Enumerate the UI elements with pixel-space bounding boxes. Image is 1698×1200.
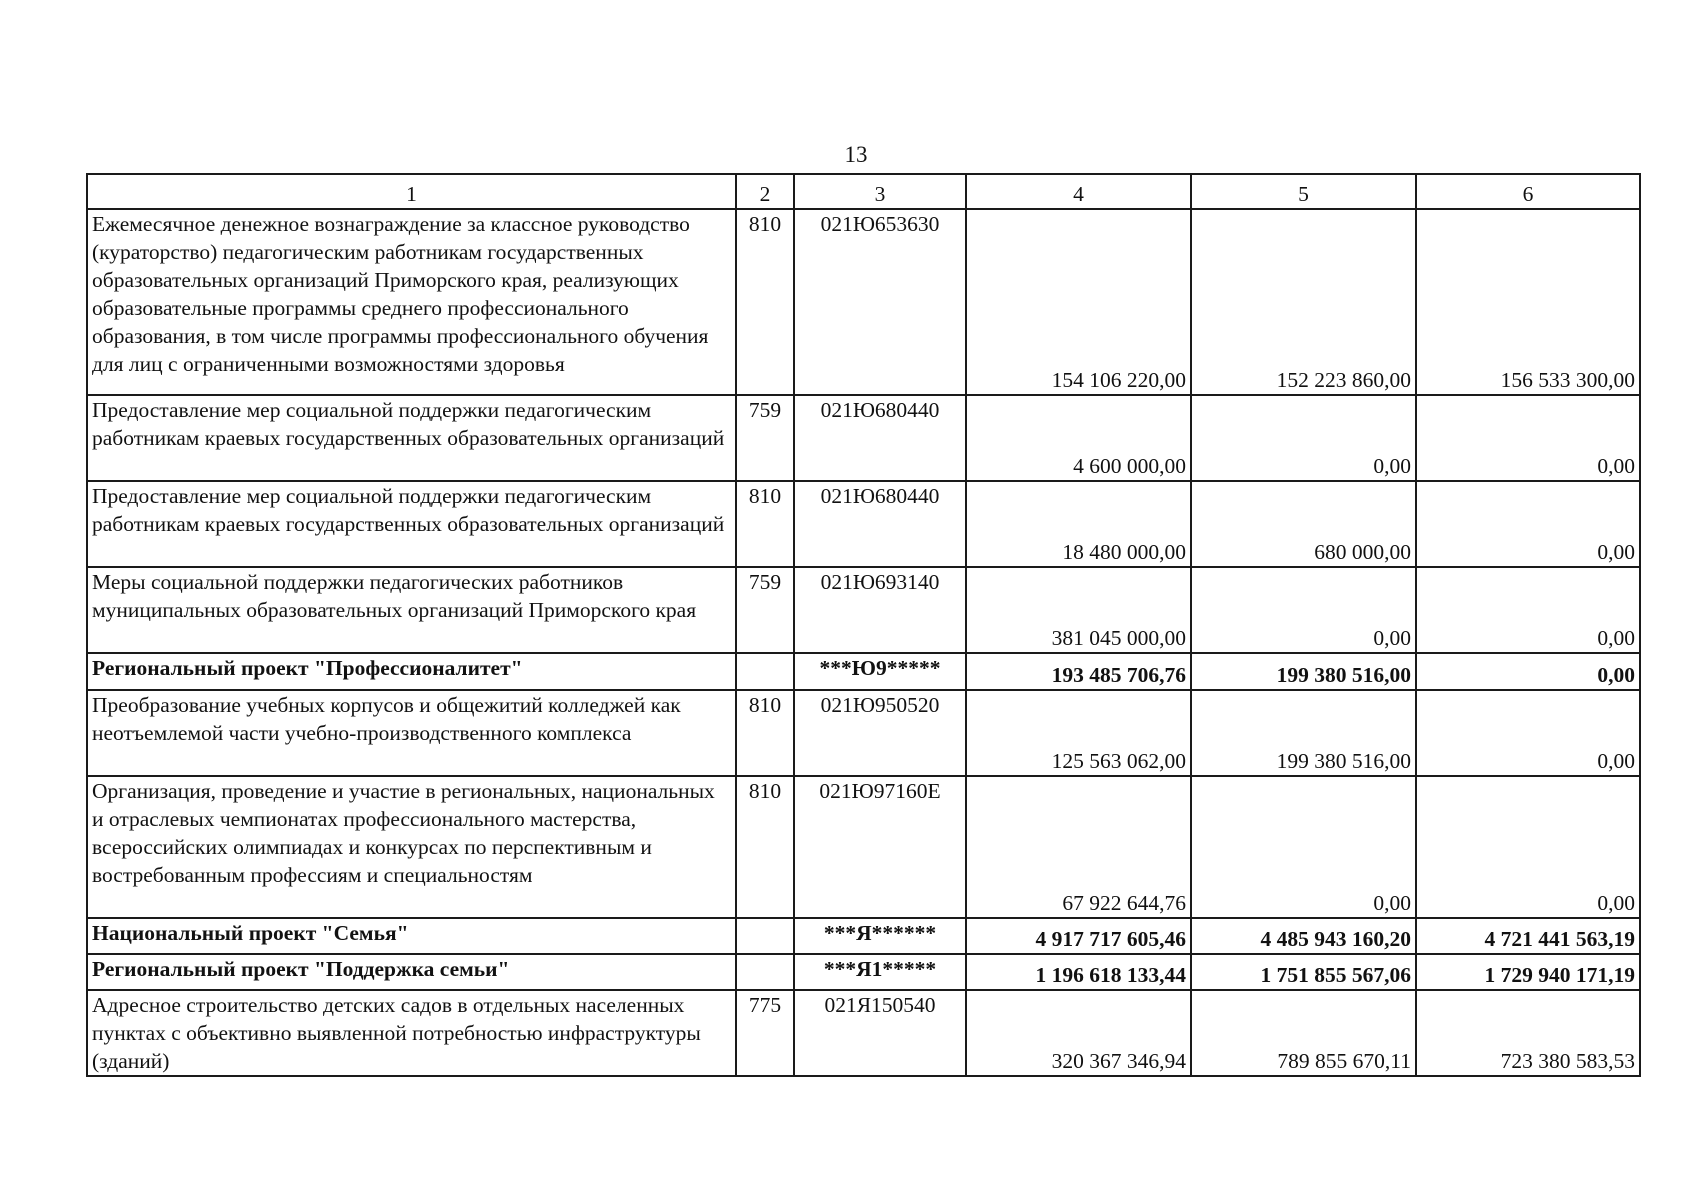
row-department-code: 810 [736,776,794,918]
header-col-2: 2 [736,174,794,209]
row-amount-col6: 0,00 [1416,395,1640,481]
row-target-code: ***Ю9***** [794,653,966,690]
row-amount-col4: 4 917 717 605,46 [966,918,1191,954]
row-name: Преобразование учебных корпусов и общежитий колледжей как неотъемлемой части учебно-производственного комплекса [87,690,736,776]
row-amount-col4: 1 196 618 133,44 [966,954,1191,990]
row-target-code: 021Ю680440 [794,481,966,567]
row-name: Предоставление мер социальной поддержки педагогическим работникам краевых государственных образовательных организаций [87,481,736,567]
row-amount-col4: 154 106 220,00 [966,209,1191,395]
row-department-code: 775 [736,990,794,1076]
table-row-section [87,918,1640,954]
row-amount-col5: 0,00 [1191,776,1416,918]
table-row [87,776,1640,918]
table-row [87,209,1640,395]
row-name: Меры социальной поддержки педагогических работников муниципальных образовательных организаций Приморского края [87,567,736,653]
row-amount-col5: 0,00 [1191,567,1416,653]
row-amount-col6: 0,00 [1416,776,1640,918]
row-target-code: 021Ю950520 [794,690,966,776]
row-target-code: ***Я1***** [794,954,966,990]
row-amount-col5: 152 223 860,00 [1191,209,1416,395]
row-amount-col6: 0,00 [1416,690,1640,776]
row-target-code: 021Ю97160Е [794,776,966,918]
header-col-6: 6 [1416,174,1640,209]
row-department-code: 759 [736,395,794,481]
table-row [87,395,1640,481]
row-department-code [736,653,794,690]
row-amount-col6: 0,00 [1416,653,1640,690]
row-department-code [736,954,794,990]
table-row [87,990,1640,1076]
row-amount-col6: 4 721 441 563,19 [1416,918,1640,954]
row-amount-col4: 18 480 000,00 [966,481,1191,567]
row-name: Региональный проект "Поддержка семьи" [87,954,736,990]
row-amount-col4: 193 485 706,76 [966,653,1191,690]
row-department-code: 810 [736,209,794,395]
row-department-code [736,918,794,954]
row-amount-col5: 199 380 516,00 [1191,690,1416,776]
row-name: Адресное строительство детских садов в отдельных населенных пунктах с объективно выявленной потребностью инфраструктуры (зданий) [87,990,736,1076]
row-amount-col5: 789 855 670,11 [1191,990,1416,1076]
row-amount-col6: 1 729 940 171,19 [1416,954,1640,990]
row-amount-col4: 320 367 346,94 [966,990,1191,1076]
budget-table [86,173,1641,1077]
table-row [87,481,1640,567]
row-department-code: 810 [736,690,794,776]
row-target-code: 021Ю693140 [794,567,966,653]
row-target-code: 021Ю653630 [794,209,966,395]
row-amount-col4: 125 563 062,00 [966,690,1191,776]
table-row-section [87,653,1640,690]
row-amount-col5: 1 751 855 567,06 [1191,954,1416,990]
row-target-code: 021Ю680440 [794,395,966,481]
row-department-code: 759 [736,567,794,653]
row-amount-col6: 0,00 [1416,481,1640,567]
header-col-3: 3 [794,174,966,209]
row-target-code: 021Я150540 [794,990,966,1076]
table-row [87,690,1640,776]
row-amount-col5: 4 485 943 160,20 [1191,918,1416,954]
row-target-code: ***Я****** [794,918,966,954]
row-amount-col6: 723 380 583,53 [1416,990,1640,1076]
row-amount-col5: 199 380 516,00 [1191,653,1416,690]
row-amount-col5: 680 000,00 [1191,481,1416,567]
row-name: Организация, проведение и участие в региональных, национальных и отраслевых чемпионатах профессионального мастерства, всероссийских олимпиадах и конкурсах по перспективным и востребованным профессиям и специальностям [87,776,736,918]
table-row-section [87,954,1640,990]
header-row [87,174,1640,209]
row-name: Предоставление мер социальной поддержки педагогическим работникам краевых государственных образовательных организаций [87,395,736,481]
row-name: Ежемесячное денежное вознаграждение за классное руководство (кураторство) педагогическим работникам государственных образовательных организаций Приморского края, реализующих образовательные программы среднего профессионального образования, в том числе программы профессионального обучения для лиц с ограниченными возможностями здоровья [87,209,736,395]
row-name: Региональный проект "Профессионалитет" [87,653,736,690]
row-amount-col6: 156 533 300,00 [1416,209,1640,395]
row-amount-col4: 67 922 644,76 [966,776,1191,918]
table-row [87,567,1640,653]
row-amount-col4: 381 045 000,00 [966,567,1191,653]
row-amount-col4: 4 600 000,00 [966,395,1191,481]
page-number: 13 [844,142,868,167]
header-col-4: 4 [966,174,1191,209]
header-col-1: 1 [87,174,736,209]
row-amount-col5: 0,00 [1191,395,1416,481]
row-department-code: 810 [736,481,794,567]
row-name: Национальный проект "Семья" [87,918,736,954]
row-amount-col6: 0,00 [1416,567,1640,653]
header-col-5: 5 [1191,174,1416,209]
